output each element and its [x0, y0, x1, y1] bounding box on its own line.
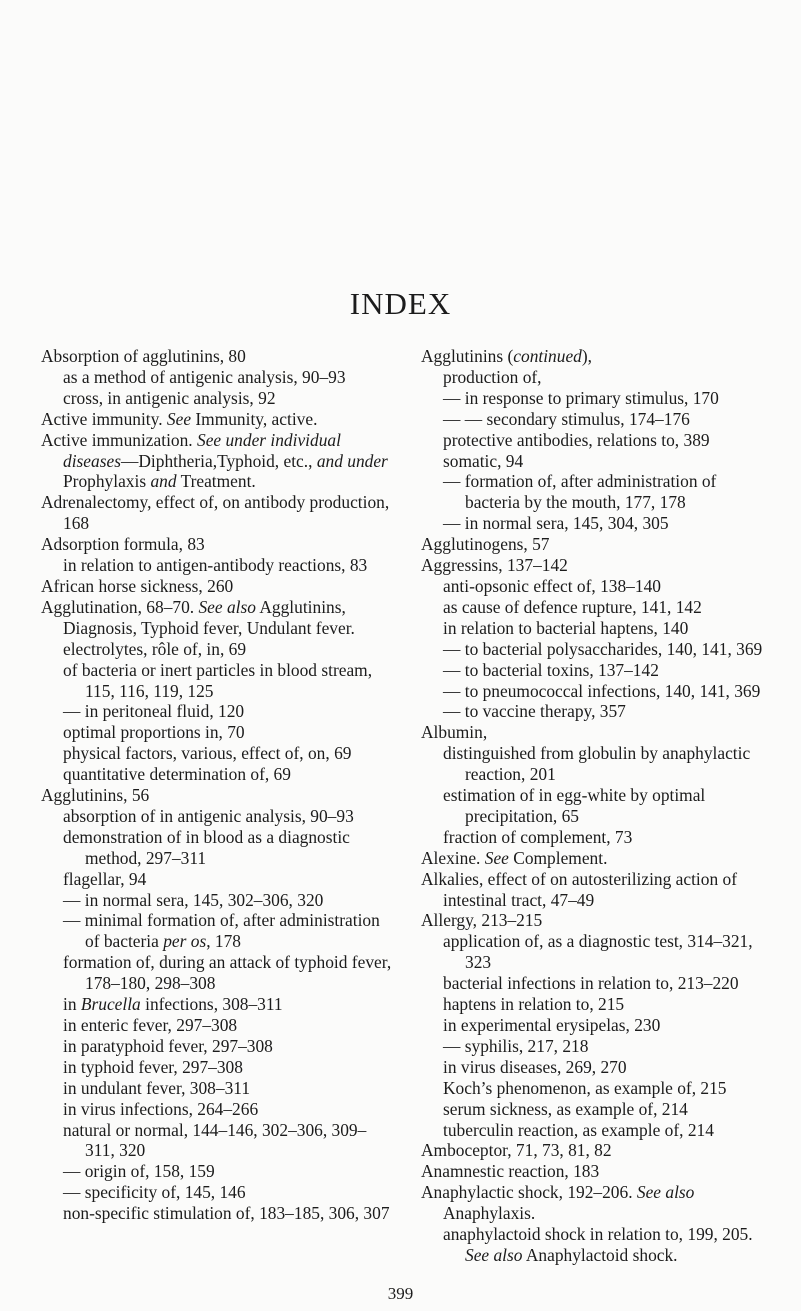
index-text: — specificity of, 145, 146 [63, 1182, 246, 1203]
index-text: in virus diseases, 269, 270 [443, 1056, 627, 1077]
index-text: somatic, 94 [443, 450, 524, 471]
index-subentry [421, 471, 773, 513]
index-text: Agglutinins ( [421, 346, 514, 366]
index-subentry [41, 639, 393, 660]
index-text: formation of, during an attack of typhoid fever, 178–180, 298–308 [63, 952, 392, 994]
index-text: flagellar, 94 [63, 868, 147, 889]
index-text: Absorption of agglutinins, 80 [41, 346, 246, 366]
index-subentry [421, 1036, 773, 1057]
index-text: — to pneumococcal infections, 140, 141, 369 [443, 680, 761, 701]
index-entry [41, 492, 393, 534]
index-text: of bacteria or inert particles in blood stream, 115, 116, 119, 125 [63, 659, 373, 701]
index-text: haptens in relation to, 215 [443, 994, 625, 1015]
index-text: — in response to primary stimulus, 170 [443, 387, 719, 408]
index-subentry [41, 952, 393, 994]
index-text: protective antibodies, relations to, 389 [443, 429, 710, 450]
index-text: natural or normal, 144–146, 302–306, 309–311, 320 [63, 1119, 367, 1161]
index-entry [421, 910, 773, 931]
index-text: absorption of in antigenic analysis, 90–93 [63, 805, 354, 826]
index-text: — origin of, 158, 159 [63, 1161, 215, 1182]
page-title: INDEX [349, 286, 452, 321]
index-text: estimation of in egg-white by optimal precipitation, 65 [443, 785, 706, 826]
index-subentry [41, 806, 393, 827]
index-subentry [421, 994, 773, 1015]
index-subentry [421, 785, 773, 827]
index-subentry [41, 1057, 393, 1078]
index-text: Adrenalectomy, effect of, on antibody production, 168 [41, 492, 390, 534]
index-subentry [421, 576, 773, 597]
index-text: in undulant fever, 308–311 [63, 1077, 251, 1098]
index-subentry [41, 1078, 393, 1099]
index-subentry [421, 931, 773, 973]
index-text: Allergy, 213–215 [421, 910, 543, 931]
index-subentry [421, 1015, 773, 1036]
index-text: — — secondary stimulus, 174–176 [443, 408, 690, 429]
index-text: ), [581, 346, 592, 366]
index-text: as cause of defence rupture, 141, 142 [443, 596, 702, 617]
index-subentry [41, 1161, 393, 1182]
index-subentry [421, 388, 773, 409]
index-text-italic: See [166, 408, 192, 429]
index-text: tuberculin reaction, as example of, 214 [443, 1119, 714, 1140]
index-column-left [41, 346, 393, 1224]
index-text: Agglutinins, 56 [41, 785, 150, 806]
index-subentry [41, 994, 393, 1015]
index-text-italic: and under [316, 450, 388, 471]
index-subentry [421, 618, 773, 639]
index-text: fraction of complement, 73 [443, 826, 633, 847]
index-subentry [41, 660, 393, 702]
index-subentry [421, 409, 773, 430]
index-text: in virus infections, 264–266 [63, 1098, 259, 1119]
index-text: Anaphylaxis. [443, 1203, 536, 1224]
index-text: African horse sickness, 260 [41, 575, 234, 596]
index-text: non-specific stimulation of, 183–185, 306, 307 [63, 1203, 390, 1224]
index-subentry [41, 1015, 393, 1036]
page-number: 399 [387, 1284, 414, 1303]
index-text: — in normal sera, 145, 302–306, 320 [63, 889, 324, 910]
index-subentry [41, 722, 393, 743]
index-subentry [421, 451, 773, 472]
index-text: — to bacterial polysaccharides, 140, 141, 369 [443, 638, 763, 659]
index-text: production of, [443, 366, 542, 387]
index-subentry [41, 1120, 393, 1162]
index-text: in experimental erysipelas, 230 [443, 1015, 661, 1035]
index-subentry [421, 681, 773, 702]
index-entry [421, 346, 773, 367]
index-text: Alexine. [421, 847, 485, 868]
index-subentry [41, 388, 393, 409]
index-text: Aggressins, 137–142 [421, 555, 568, 576]
index-text: in relation to bacterial haptens, 140 [443, 617, 689, 638]
index-subentry [421, 367, 773, 388]
index-subentry [41, 1036, 393, 1057]
index-subentry [41, 555, 393, 576]
index-subentry [41, 827, 393, 869]
index-text: — syphilis, 217, 218 [443, 1035, 589, 1056]
index-subentry [41, 890, 393, 911]
index-subentry [41, 367, 393, 388]
index-text: Koch’s phenomenon, as example of, 215 [443, 1077, 727, 1098]
index-subentry [421, 1099, 773, 1120]
index-subentry [421, 430, 773, 451]
index-text: application of, as a diagnostic test, 314–321, 323 [443, 931, 753, 973]
index-text: in paratyphoid fever, 297–308 [63, 1035, 273, 1056]
index-text: Complement. [508, 847, 608, 868]
index-subentry [421, 660, 773, 681]
index-subentry [41, 1182, 393, 1203]
index-subentry [421, 827, 773, 848]
index-text: distinguished from globulin by anaphylactic reaction, 201 [443, 743, 751, 785]
index-text: — to bacterial toxins, 137–142 [443, 659, 659, 680]
index-text: anaphylactoid shock in relation to, 199, 205. [443, 1224, 753, 1245]
index-entry [41, 346, 393, 367]
index-subentry [421, 639, 773, 660]
index-text: Prophylaxis [63, 471, 151, 492]
index-text: Albumin, [421, 722, 488, 743]
index-subentry [41, 869, 393, 890]
index-text: bacterial infections in relation to, 213–220 [443, 973, 739, 994]
index-entry [421, 1140, 773, 1161]
index-text: infections, 308–311 [140, 994, 283, 1015]
index-text: Adsorption formula, 83 [41, 534, 205, 555]
index-text: —Diphtheria,Typhoid, etc., [120, 450, 317, 471]
index-text: Active immunization. [41, 429, 197, 450]
index-entry [421, 869, 773, 911]
index-text: Immunity, active. [191, 408, 318, 429]
index-text: — minimal formation of, after administration of bacteria [63, 910, 380, 952]
index-text-italic: per os [163, 931, 207, 952]
index-text: Anaphylactic shock, 192–206. [421, 1182, 637, 1203]
index-subentry [41, 764, 393, 785]
index-text-italic: See also [198, 596, 256, 617]
index-text: as a method of antigenic analysis, 90–93 [63, 366, 346, 387]
index-text-italic: Brucella [80, 994, 141, 1015]
index-text: Agglutinogens, 57 [421, 534, 550, 555]
index-entry [421, 555, 773, 576]
index-text-italic: and [150, 471, 177, 492]
index-entry [421, 722, 773, 743]
index-subentry [41, 1203, 393, 1224]
index-subentry [41, 1099, 393, 1120]
index-text: in enteric fever, 297–308 [63, 1015, 238, 1035]
index-subentry [41, 910, 393, 952]
index-subentry [421, 973, 773, 994]
index-entry [421, 534, 773, 555]
index-text: , 178 [206, 931, 241, 952]
index-text-italic: continued [513, 346, 582, 366]
index-text: anti-opsonic effect of, 138–140 [443, 575, 661, 596]
index-entry [41, 534, 393, 555]
index-text: demonstration of in blood as a diagnostic method, 297–311 [63, 826, 350, 868]
index-entry [41, 430, 393, 493]
index-text: cross, in antigenic analysis, 92 [63, 387, 276, 408]
index-text: — formation of, after administration of bacteria by the mouth, 177, 178 [443, 471, 717, 513]
index-text: — to vaccine therapy, 357 [443, 701, 626, 722]
index-text: serum sickness, as example of, 214 [443, 1098, 688, 1119]
index-text: Amboceptor, 71, 73, 81, 82 [421, 1140, 612, 1161]
index-text: Alkalies, effect of on autosterilizing action of intestinal tract, 47–49 [421, 868, 737, 910]
index-subentry [421, 743, 773, 785]
index-subentry [421, 513, 773, 534]
index-text: — in normal sera, 145, 304, 305 [443, 513, 669, 534]
index-text: Agglutination, 68–70. [41, 596, 199, 617]
index-text: in typhoid fever, 297–308 [63, 1056, 243, 1077]
index-text: Treatment. [176, 471, 256, 492]
index-text: Agglutinins, Diagnosis, Typhoid fever, Undulant fever. [63, 596, 355, 638]
index-text: Anaphylactoid shock. [522, 1244, 678, 1265]
index-column-right [421, 346, 773, 1266]
index-subentry [421, 1057, 773, 1078]
index-text-italic: See also [636, 1182, 695, 1203]
index-text: physical factors, various, effect of, on, 69 [63, 743, 352, 764]
index-text: Active immunity. [41, 408, 167, 429]
index-text: Anamnestic reaction, 183 [421, 1161, 600, 1182]
index-subentry [421, 1120, 773, 1141]
index-text-italic: See [484, 847, 509, 868]
index-text: in relation to antigen-antibody reactions, 83 [63, 555, 368, 576]
index-subentry [421, 1224, 773, 1266]
index-text: electrolytes, rôle of, in, 69 [63, 638, 247, 659]
index-subentry [41, 743, 393, 764]
index-entry [41, 597, 393, 639]
index-entry [421, 848, 773, 869]
index-subentry [421, 1078, 773, 1099]
index-subentry [421, 597, 773, 618]
index-text: quantitative determination of, 69 [63, 764, 291, 785]
index-text: optimal proportions in, 70 [63, 722, 245, 743]
index-entry [41, 409, 393, 430]
index-text: in [63, 994, 81, 1015]
index-entry [41, 785, 393, 806]
index-entry [421, 1182, 773, 1224]
index-entry [421, 1161, 773, 1182]
index-subentry [41, 701, 393, 722]
index-text-italic: See under individual diseases [63, 429, 341, 471]
index-text-italic: See also [465, 1244, 523, 1265]
index-entry [41, 576, 393, 597]
index-text: — in peritoneal fluid, 120 [63, 701, 245, 722]
index-subentry [421, 701, 773, 722]
